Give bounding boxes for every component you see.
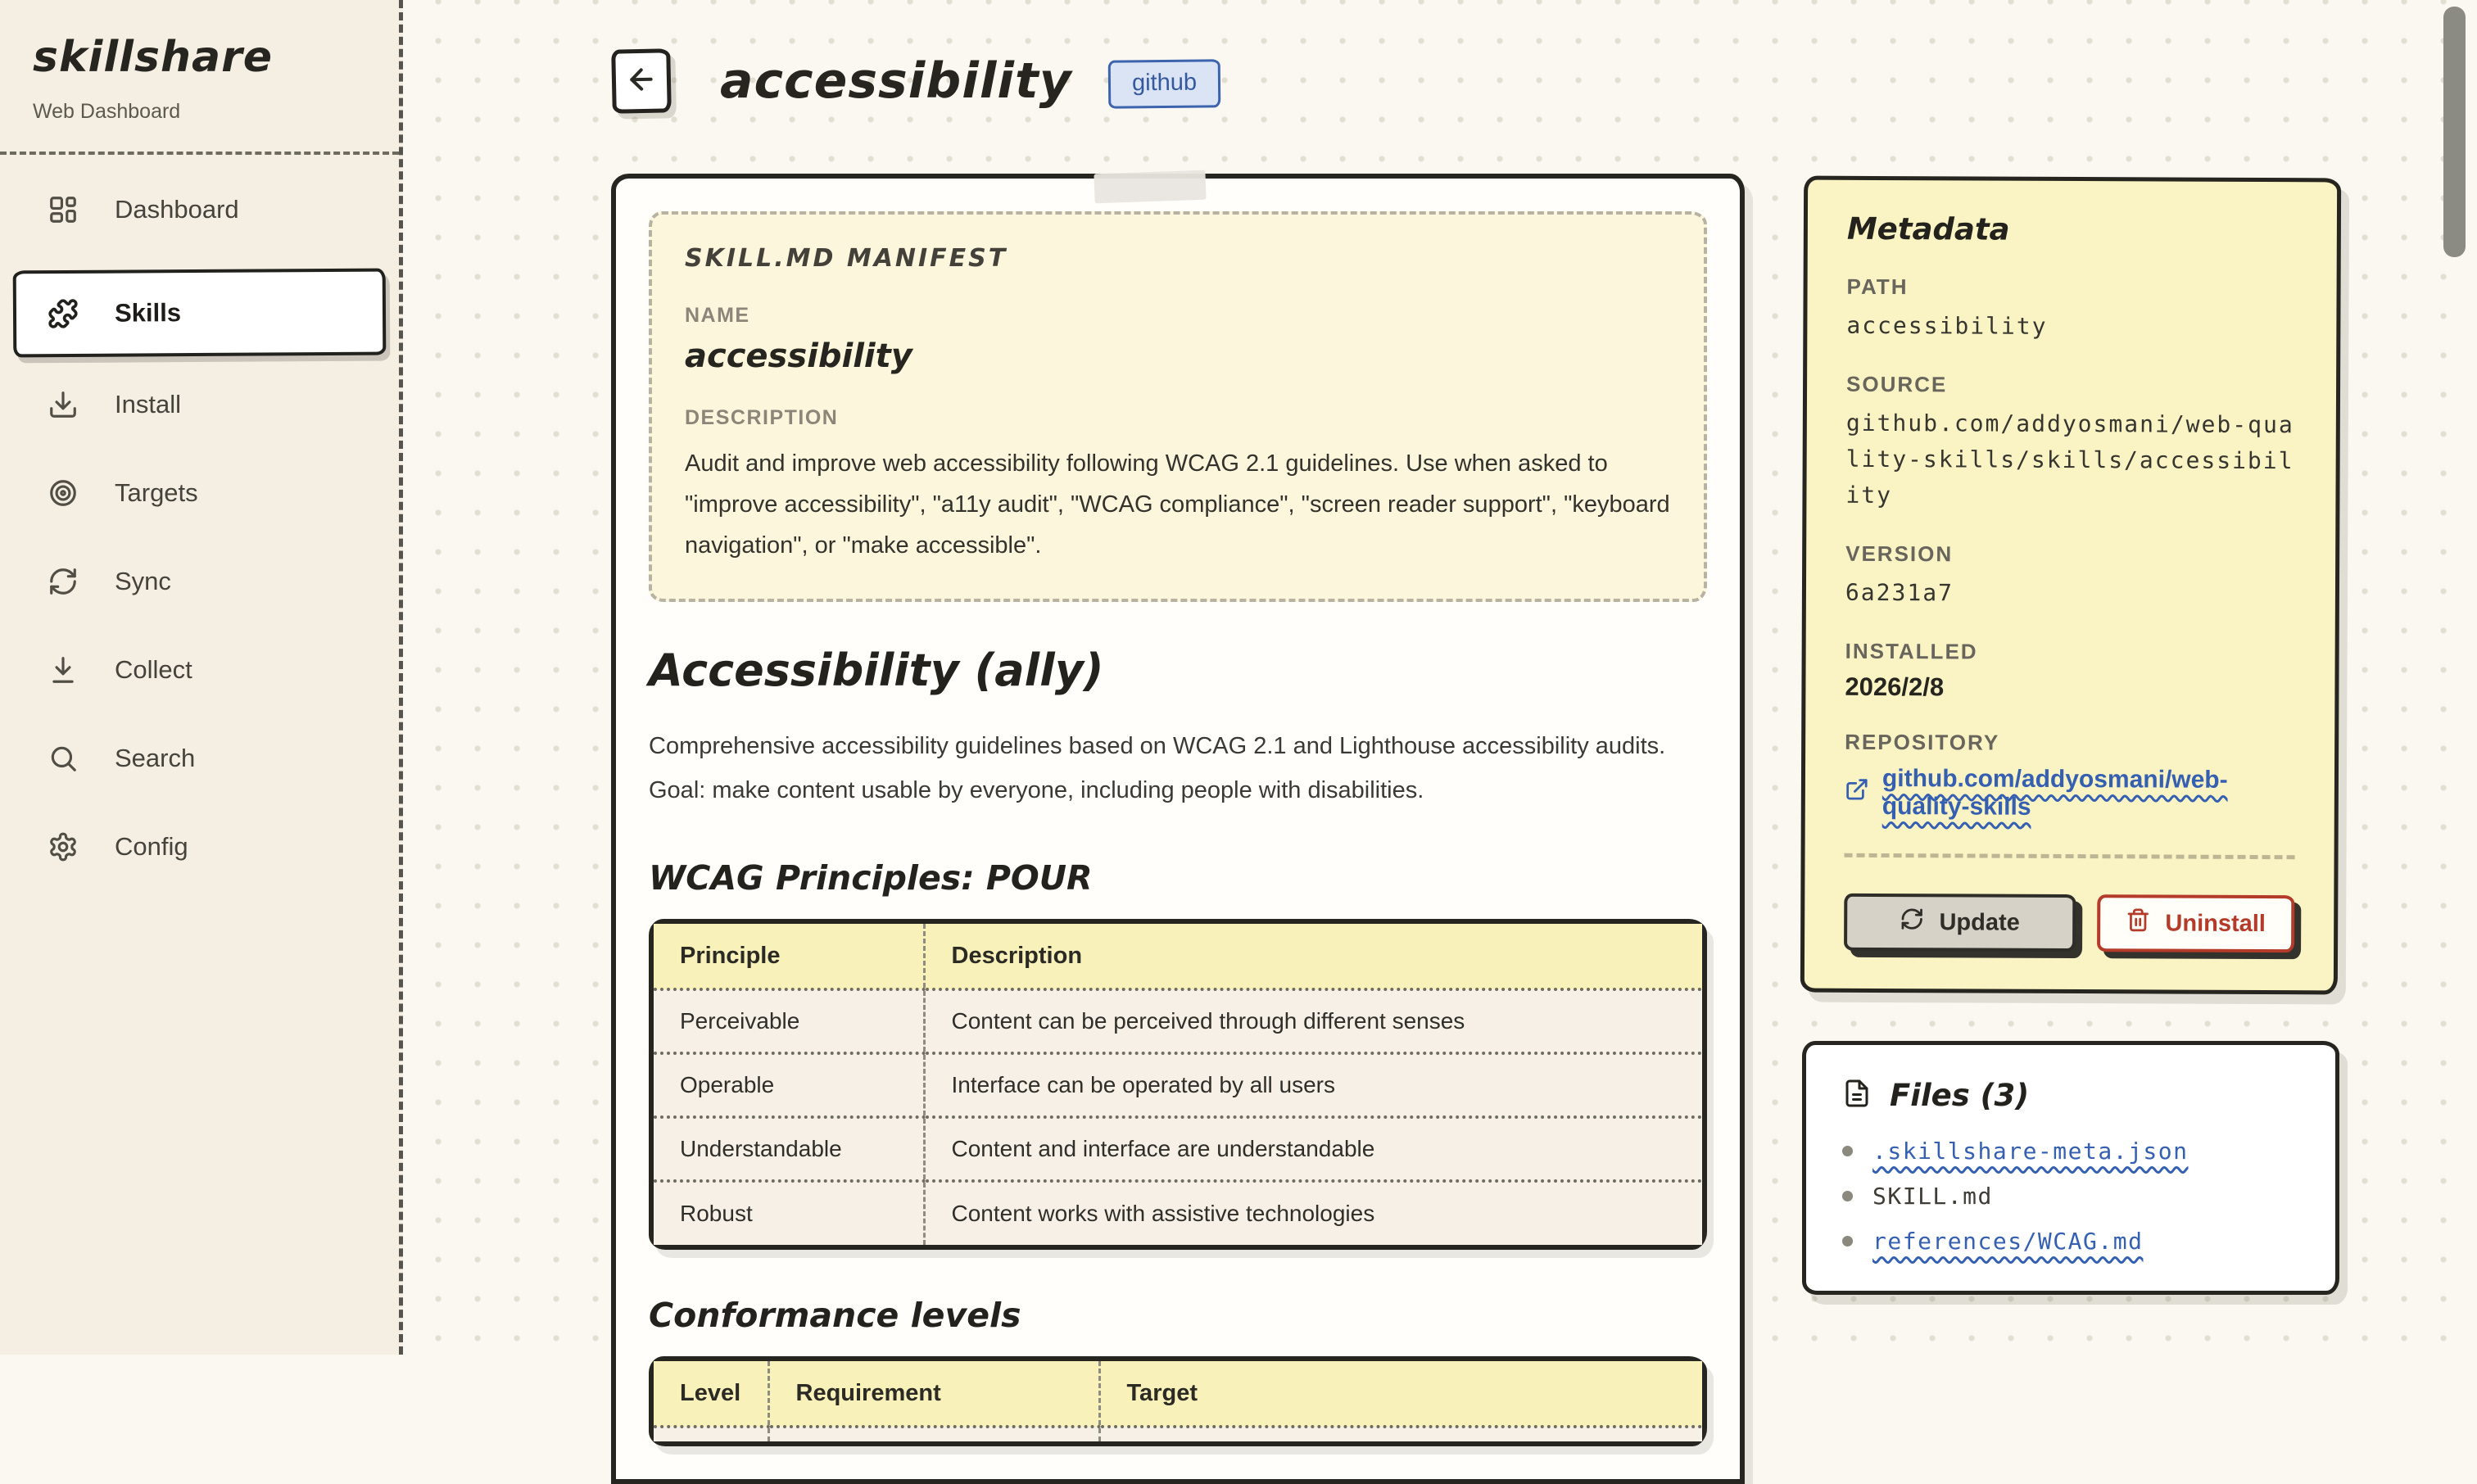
repository-link-text: github.com/addyosmani/web-quality-skills bbox=[1882, 764, 2228, 821]
wcag-principles-table bbox=[649, 919, 1707, 1250]
metadata-field-label: VERSION bbox=[1845, 541, 1954, 567]
article-title: Accessibility (ally) bbox=[649, 645, 1104, 696]
wcag-principles-heading: WCAG Principles: POUR bbox=[649, 858, 1093, 898]
description-cell: Content works with assistive technologies bbox=[924, 1181, 1702, 1245]
external-link-icon bbox=[1845, 777, 1869, 808]
sidebar-item[interactable] bbox=[13, 818, 386, 875]
metadata-title: Metadata bbox=[1846, 210, 2010, 247]
file-name[interactable]: .skillshare-meta.json bbox=[1872, 1138, 2189, 1165]
puzzle-icon bbox=[48, 298, 79, 329]
sync-icon bbox=[48, 566, 79, 597]
metadata-field-label: INSTALLED bbox=[1845, 638, 1978, 664]
sidebar-item[interactable] bbox=[13, 181, 386, 238]
metadata-fields bbox=[1845, 274, 2297, 704]
metadata-field bbox=[1845, 730, 2295, 822]
files-list bbox=[1842, 1138, 2299, 1255]
bullet-icon bbox=[1842, 1236, 1853, 1246]
metadata-field-label: PATH bbox=[1846, 274, 1909, 300]
description-cell: Content can be perceived through different senses bbox=[924, 989, 1702, 1053]
metadata-field bbox=[1846, 274, 2297, 346]
repository-link[interactable] bbox=[1845, 765, 2295, 822]
update-button-label: Update bbox=[1939, 908, 2020, 936]
collect-arrow-icon bbox=[48, 654, 79, 685]
manifest-name-label: NAME bbox=[685, 304, 750, 327]
main-area bbox=[407, 0, 2477, 1406]
file-name[interactable]: references/WCAG.md bbox=[1872, 1228, 2144, 1255]
target-icon bbox=[48, 477, 79, 509]
search-icon bbox=[48, 743, 79, 774]
files-title: Files (3) bbox=[1890, 1078, 2030, 1113]
article-intro: Comprehensive accessibility guidelines based on WCAG 2.1 and Lighthouse accessibility audits. Goal: make content usable by everyone, including people with disabilities. bbox=[649, 733, 1666, 803]
bullet-icon bbox=[1842, 1146, 1853, 1156]
metadata-field bbox=[1845, 541, 2296, 613]
metadata-field-value: accessibility bbox=[1846, 311, 2048, 340]
manifest-name-value: accessibility bbox=[685, 337, 912, 375]
metadata-field-value: github.com/addyosmani/web-quality-skills/skills/accessibility bbox=[1845, 409, 2294, 509]
table-row bbox=[654, 1427, 1702, 1441]
principle-cell: Perceivable bbox=[654, 989, 924, 1053]
download-tray-icon bbox=[48, 389, 79, 420]
right-column bbox=[1802, 177, 2339, 1295]
files-header bbox=[1842, 1078, 2299, 1113]
column-header: Principle bbox=[654, 924, 924, 989]
sidebar-item[interactable] bbox=[13, 464, 386, 522]
sidebar-item-label: Search bbox=[115, 744, 196, 772]
table-row bbox=[654, 1181, 1702, 1245]
column-header: Description bbox=[924, 924, 1702, 989]
sidebar-item-label: Sync bbox=[115, 567, 171, 595]
skill-document-card bbox=[611, 174, 1745, 1484]
arrow-left-icon bbox=[625, 62, 659, 100]
page-title: accessibility bbox=[720, 52, 1072, 110]
sidebar-item[interactable] bbox=[13, 730, 386, 787]
sidebar-item[interactable] bbox=[13, 376, 386, 433]
principle-cell: Robust bbox=[654, 1181, 924, 1245]
column-header: Requirement bbox=[768, 1361, 1099, 1427]
uninstall-button-label: Uninstall bbox=[2165, 910, 2266, 937]
description-cell: Content and interface are understandable bbox=[924, 1117, 1702, 1181]
manifest-box bbox=[649, 211, 1707, 602]
manifest-title: SKILL.MD MANIFEST bbox=[685, 244, 1008, 273]
metadata-field bbox=[1845, 639, 2295, 704]
table-row bbox=[654, 1117, 1702, 1181]
back-button[interactable] bbox=[611, 48, 672, 113]
sidebar-nav bbox=[0, 155, 399, 875]
table-row bbox=[654, 989, 1702, 1053]
sidebar-item-label: Targets bbox=[115, 478, 198, 507]
files-panel bbox=[1802, 1041, 2339, 1295]
column-header: Level bbox=[654, 1361, 768, 1427]
source-badge: github bbox=[1107, 59, 1220, 108]
file-item bbox=[1842, 1138, 2299, 1165]
metadata-divider bbox=[1845, 853, 2295, 859]
sidebar-item[interactable] bbox=[13, 269, 387, 358]
trash-icon bbox=[2126, 907, 2150, 939]
dashboard-grid-icon bbox=[48, 194, 79, 225]
file-name: SKILL.md bbox=[1872, 1183, 1993, 1210]
metadata-field bbox=[1845, 372, 2297, 515]
tape-decoration bbox=[1094, 170, 1206, 204]
conformance-table bbox=[649, 1356, 1707, 1446]
principle-cell: Understandable bbox=[654, 1117, 924, 1181]
metadata-field-label: SOURCE bbox=[1846, 371, 1948, 397]
bullet-icon bbox=[1842, 1191, 1853, 1201]
metadata-actions bbox=[1844, 894, 2294, 952]
scrollbar-thumb[interactable] bbox=[2443, 7, 2466, 257]
file-item bbox=[1842, 1183, 2299, 1210]
app-subtitle: Web Dashboard bbox=[33, 100, 181, 123]
principle-cell: Operable bbox=[654, 1053, 924, 1117]
page-header bbox=[612, 49, 1220, 113]
sidebar-item[interactable] bbox=[13, 641, 386, 699]
repository-label: REPOSITORY bbox=[1845, 729, 2000, 755]
sidebar-item-label: Skills bbox=[114, 298, 182, 328]
metadata-panel bbox=[1800, 176, 2341, 995]
manifest-description-label: DESCRIPTION bbox=[685, 406, 839, 429]
manifest-description-value: Audit and improve web accessibility following WCAG 2.1 guidelines. Use when asked to "improve accessibility", "a11y audit", "WCAG compliance", "screen reader support", "keyboard navigation", or "make accessible". bbox=[685, 450, 1670, 559]
app-logo: skillshare bbox=[33, 33, 273, 82]
sidebar-item[interactable] bbox=[13, 553, 386, 610]
table-row bbox=[654, 1053, 1702, 1117]
refresh-icon bbox=[1900, 907, 1924, 938]
uninstall-button[interactable] bbox=[2097, 894, 2294, 952]
table-header-row bbox=[654, 924, 1702, 989]
sidebar-item-label: Config bbox=[115, 832, 188, 861]
brand bbox=[0, 0, 399, 124]
sidebar-item-label: Install bbox=[115, 390, 181, 419]
description-cell: Interface can be operated by all users bbox=[924, 1053, 1702, 1117]
update-button[interactable] bbox=[1844, 894, 2076, 952]
sidebar-item-label: Dashboard bbox=[115, 195, 239, 224]
sidebar bbox=[0, 0, 403, 1355]
table-header-row bbox=[654, 1361, 1702, 1427]
file-text-icon bbox=[1842, 1079, 1872, 1112]
metadata-field-value: 6a231a7 bbox=[1845, 578, 1954, 607]
metadata-field-value: 2026/2/8 bbox=[1845, 672, 1945, 702]
column-header: Target bbox=[1099, 1361, 1702, 1427]
sidebar-item-label: Collect bbox=[115, 655, 192, 684]
file-item bbox=[1842, 1228, 2299, 1255]
gear-icon bbox=[48, 831, 79, 862]
conformance-heading: Conformance levels bbox=[649, 1296, 1021, 1335]
